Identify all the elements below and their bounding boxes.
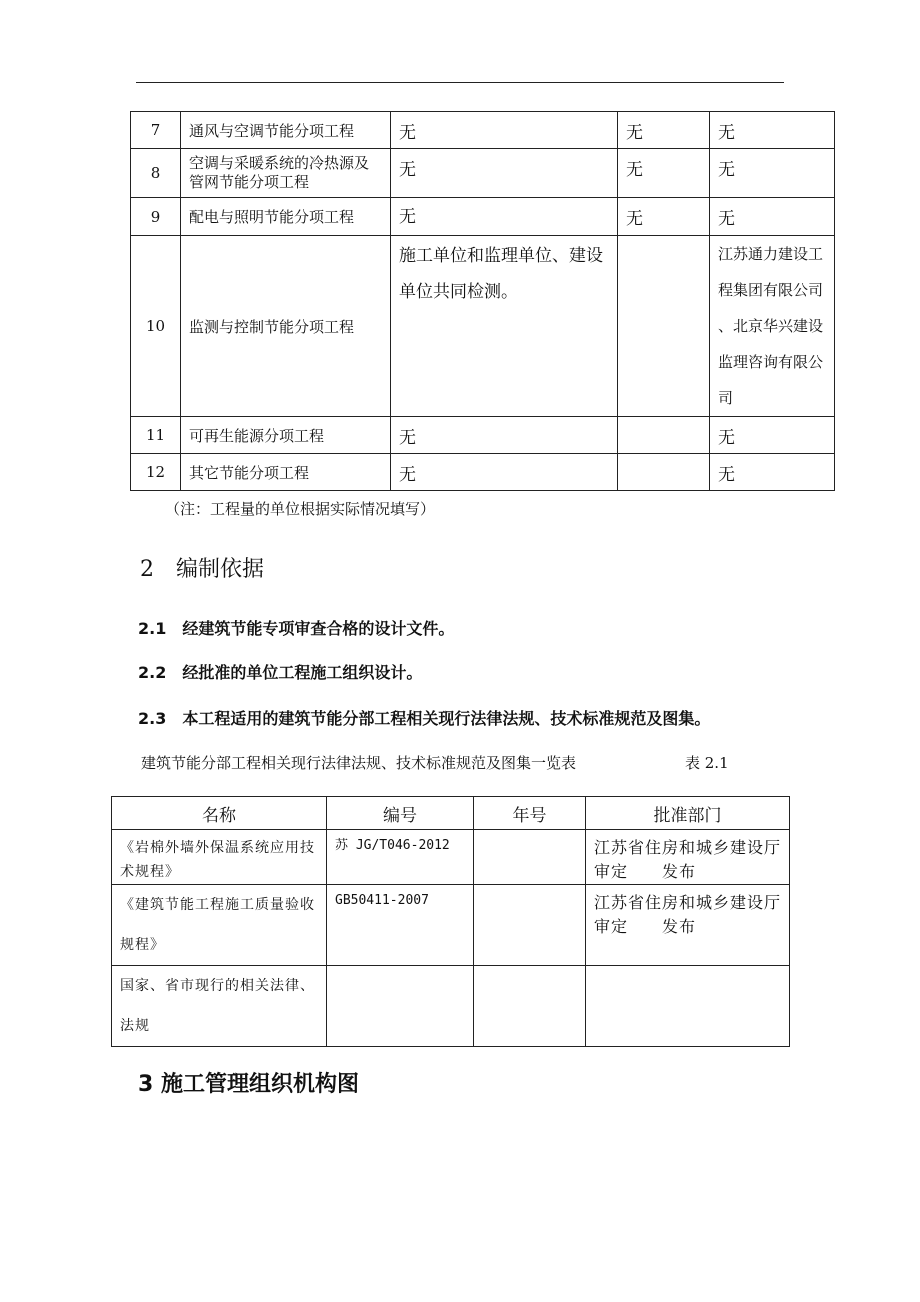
section-2-1: 2.1 经建筑节能专项审查合格的设计文件。 xyxy=(138,619,455,638)
table-row xyxy=(131,417,835,454)
section-3-heading: 3 施工管理组织机构图 xyxy=(138,1072,359,1097)
col4-cell: 无 xyxy=(710,454,835,491)
standard-year xyxy=(474,885,586,966)
item-name: 监测与控制节能分项工程 xyxy=(181,236,391,417)
row-number: 8 xyxy=(131,149,181,198)
row-number: 10 xyxy=(131,236,181,417)
table-row xyxy=(131,236,835,417)
col4-cell: 无 xyxy=(710,149,835,198)
table-number: 表 2.1 xyxy=(685,754,729,772)
section-2-3: 2.3 本工程适用的建筑节能分部工程相关现行法律法规、技术标准规范及图集。 xyxy=(138,709,711,728)
table-row xyxy=(131,454,835,491)
section-2-heading: 2 编制依据 xyxy=(140,557,264,582)
item-name: 可再生能源分项工程 xyxy=(181,417,391,454)
standard-year xyxy=(474,966,586,1047)
standard-year xyxy=(474,830,586,885)
col3-cell: 无 xyxy=(618,149,710,198)
row-number: 9 xyxy=(131,198,181,236)
table-caption: 建筑节能分部工程相关现行法律法规、技术标准规范及图集一览表 xyxy=(141,754,577,772)
standard-dept: 江苏省住房和城乡建设厅 审定 发布 xyxy=(586,885,790,966)
table-row xyxy=(131,112,835,149)
energy-items-table xyxy=(130,111,835,491)
quantity-cell: 无 xyxy=(391,149,618,198)
item-name: 通风与空调节能分项工程 xyxy=(181,112,391,149)
item-name: 配电与照明节能分项工程 xyxy=(181,198,391,236)
standard-name: 《岩棉外墙外保温系统应用技术规程》 xyxy=(112,830,327,885)
table-row xyxy=(131,198,835,236)
quantity-cell: 施工单位和监理单位、建设单位共同检测。 xyxy=(391,236,618,417)
table-note: （注：工程量的单位根据实际情况填写） xyxy=(165,500,436,518)
section-2-2: 2.2 经批准的单位工程施工组织设计。 xyxy=(138,663,423,682)
quantity-cell: 无 xyxy=(391,112,618,149)
col-header-name: 名称 xyxy=(112,797,327,830)
table-header-row xyxy=(112,797,790,830)
standard-dept: 江苏省住房和城乡建设厅 审定 发布 xyxy=(586,830,790,885)
standard-code: 苏 JG/T046-2012 xyxy=(327,830,474,885)
col4-cell: 无 xyxy=(710,112,835,149)
table-row xyxy=(112,966,790,1047)
col3-cell: 无 xyxy=(618,112,710,149)
col-header-year: 年号 xyxy=(474,797,586,830)
row-number: 11 xyxy=(131,417,181,454)
col4-cell: 江苏通力建设工程集团有限公司 、北京华兴建设监理咨询有限公司 xyxy=(710,236,835,417)
col4-cell: 无 xyxy=(710,198,835,236)
item-name: 其它节能分项工程 xyxy=(181,454,391,491)
standard-dept xyxy=(586,966,790,1047)
col3-cell xyxy=(618,454,710,491)
table-row xyxy=(112,885,790,966)
quantity-cell: 无 xyxy=(391,454,618,491)
col4-cell: 无 xyxy=(710,417,835,454)
row-number: 12 xyxy=(131,454,181,491)
col3-cell: 无 xyxy=(618,198,710,236)
table-row xyxy=(112,830,790,885)
col3-cell xyxy=(618,236,710,417)
quantity-cell: 无 xyxy=(391,198,618,236)
standards-table xyxy=(111,796,799,1047)
col3-cell xyxy=(618,417,710,454)
col-header-dept: 批准部门 xyxy=(586,797,790,830)
col-header-code: 编号 xyxy=(327,797,474,830)
standard-code: GB50411-2007 xyxy=(327,885,474,966)
standard-name: 国家、省市现行的相关法律、法规 xyxy=(112,966,327,1047)
table-row xyxy=(131,149,835,198)
header-rule xyxy=(136,82,784,83)
row-number: 7 xyxy=(131,112,181,149)
standard-code xyxy=(327,966,474,1047)
item-name: 空调与采暖系统的冷热源及管网节能分项工程 xyxy=(181,149,391,198)
quantity-cell: 无 xyxy=(391,417,618,454)
standard-name: 《建筑节能工程施工质量验收规程》 xyxy=(112,885,327,966)
